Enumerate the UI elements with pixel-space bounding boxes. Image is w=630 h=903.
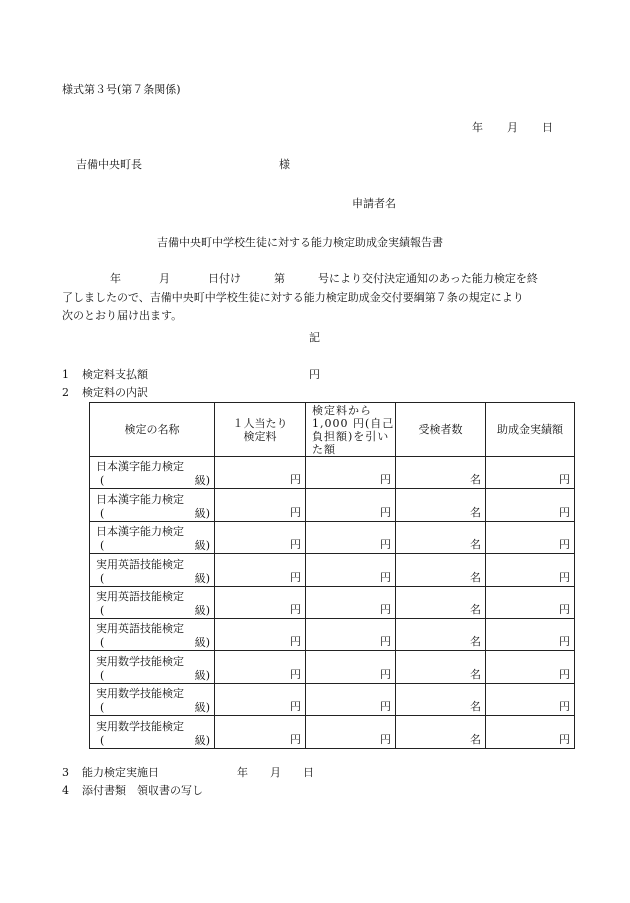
addressee-name: 吉備中央町長	[76, 158, 142, 171]
cell-fee-minus: 円	[306, 618, 396, 650]
header-fee-minus: 検定料から1,000 円(自己負担額)を引いた額	[306, 403, 396, 457]
cell-fee-minus: 円	[306, 586, 396, 618]
cell-exam-name	[90, 554, 215, 586]
cell-fee-per-person: 円	[215, 586, 306, 618]
exam-name: 実用英語技能検定	[96, 622, 184, 636]
cell-fee-minus: 円	[306, 521, 396, 553]
cell-fee-per-person: 円	[215, 716, 306, 748]
grade-field: ( 級)	[100, 506, 210, 520]
table-row	[90, 521, 575, 553]
date-line	[472, 121, 553, 134]
cell-exam-name	[90, 457, 215, 489]
exam-name: 実用数学技能検定	[96, 654, 184, 668]
date-year: 年	[472, 121, 483, 134]
cell-fee-minus: 円	[306, 554, 396, 586]
exam-name: 日本漢字能力検定	[96, 460, 184, 474]
cell-grant: 円	[486, 683, 575, 715]
body-line-3: 次のとおり届け出ます。	[62, 309, 183, 322]
cell-exam-name	[90, 716, 215, 748]
grade-field: ( 級)	[100, 733, 210, 747]
item-1-number: 1	[62, 368, 69, 381]
item-3-number: 3	[62, 766, 69, 779]
applicant-label: 申請者名	[352, 197, 396, 210]
cell-examinees: 名	[396, 651, 486, 683]
exam-name: 実用英語技能検定	[96, 557, 184, 571]
item-2-label: 検定料の内訳	[82, 386, 148, 399]
cell-fee-per-person: 円	[215, 651, 306, 683]
cell-grant: 円	[486, 457, 575, 489]
body-text	[62, 270, 582, 326]
item-4	[62, 784, 203, 797]
header-fee-per-person: １人当たり検定料	[215, 403, 306, 457]
grade-field: ( 級)	[100, 571, 210, 585]
grade-field: ( 級)	[100, 668, 210, 682]
cell-grant: 円	[486, 618, 575, 650]
table-row	[90, 651, 575, 683]
table-row	[90, 683, 575, 715]
item-3-label: 能力検定実施日	[82, 766, 159, 779]
ki-heading: 記	[309, 331, 320, 344]
cell-fee-minus: 円	[306, 457, 396, 489]
grade-field: ( 級)	[100, 603, 210, 617]
addressee-honorific: 様	[279, 158, 290, 171]
table-row	[90, 586, 575, 618]
grade-field: ( 級)	[100, 474, 210, 488]
table-row	[90, 554, 575, 586]
cell-examinees: 名	[396, 618, 486, 650]
item-3	[62, 766, 314, 779]
body-line-2: 了しましたので、吉備中央町中学校生徒に対する能力検定助成金交付要綱第７条の規定により	[62, 290, 524, 304]
exam-name: 日本漢字能力検定	[96, 525, 184, 539]
exam-name: 日本漢字能力検定	[96, 492, 184, 506]
cell-grant: 円	[486, 716, 575, 748]
cell-fee-minus: 円	[306, 716, 396, 748]
table-row	[90, 716, 575, 748]
item-2	[62, 386, 148, 399]
breakdown-table	[89, 402, 575, 749]
cell-grant: 円	[486, 521, 575, 553]
item-4-number: 4	[62, 784, 69, 797]
cell-grant: 円	[486, 554, 575, 586]
cell-fee-minus: 円	[306, 489, 396, 521]
cell-examinees: 名	[396, 683, 486, 715]
addressee	[76, 158, 290, 171]
cell-exam-name	[90, 651, 215, 683]
cell-examinees: 名	[396, 521, 486, 553]
table-header-row	[90, 403, 575, 457]
form-number: 様式第３号(第７条関係)	[62, 83, 181, 96]
cell-fee-per-person: 円	[215, 554, 306, 586]
grade-field: ( 級)	[100, 701, 210, 715]
cell-fee-minus: 円	[306, 683, 396, 715]
item-1-label: 検定料支払額	[82, 368, 148, 381]
cell-examinees: 名	[396, 489, 486, 521]
exam-name: 実用数学技能検定	[96, 687, 184, 701]
item-3-date: 年 月 日	[237, 766, 314, 779]
cell-exam-name	[90, 521, 215, 553]
cell-fee-per-person: 円	[215, 457, 306, 489]
cell-exam-name	[90, 683, 215, 715]
cell-examinees: 名	[396, 716, 486, 748]
body-line-1: 年 月 日付け 第 号により交付決定通知のあった能力検定を終	[110, 272, 538, 285]
cell-examinees: 名	[396, 457, 486, 489]
cell-grant: 円	[486, 586, 575, 618]
cell-exam-name	[90, 586, 215, 618]
table-row	[90, 489, 575, 521]
header-grant: 助成金実績額	[486, 403, 575, 457]
date-month: 月	[507, 121, 518, 134]
exam-name: 実用英語技能検定	[96, 589, 184, 603]
document-title: 吉備中央町中学校生徒に対する能力検定助成金実績報告書	[157, 236, 443, 249]
table-row	[90, 618, 575, 650]
grade-field: ( 級)	[100, 636, 210, 650]
exam-name: 実用数学技能検定	[96, 719, 184, 733]
item-1-unit: 円	[309, 368, 320, 381]
header-examinees: 受検者数	[396, 403, 486, 457]
cell-fee-per-person: 円	[215, 618, 306, 650]
cell-fee-minus: 円	[306, 651, 396, 683]
cell-fee-per-person: 円	[215, 683, 306, 715]
header-name: 検定の名称	[90, 403, 215, 457]
cell-examinees: 名	[396, 586, 486, 618]
cell-examinees: 名	[396, 554, 486, 586]
grade-field: ( 級)	[100, 539, 210, 553]
cell-exam-name	[90, 489, 215, 521]
item-2-number: 2	[62, 386, 69, 399]
item-1	[62, 368, 320, 381]
date-day: 日	[542, 121, 553, 134]
cell-exam-name	[90, 618, 215, 650]
cell-grant: 円	[486, 651, 575, 683]
table-row	[90, 457, 575, 489]
cell-fee-per-person: 円	[215, 489, 306, 521]
cell-grant: 円	[486, 489, 575, 521]
cell-fee-per-person: 円	[215, 521, 306, 553]
item-4-label: 添付書類 領収書の写し	[82, 784, 203, 797]
